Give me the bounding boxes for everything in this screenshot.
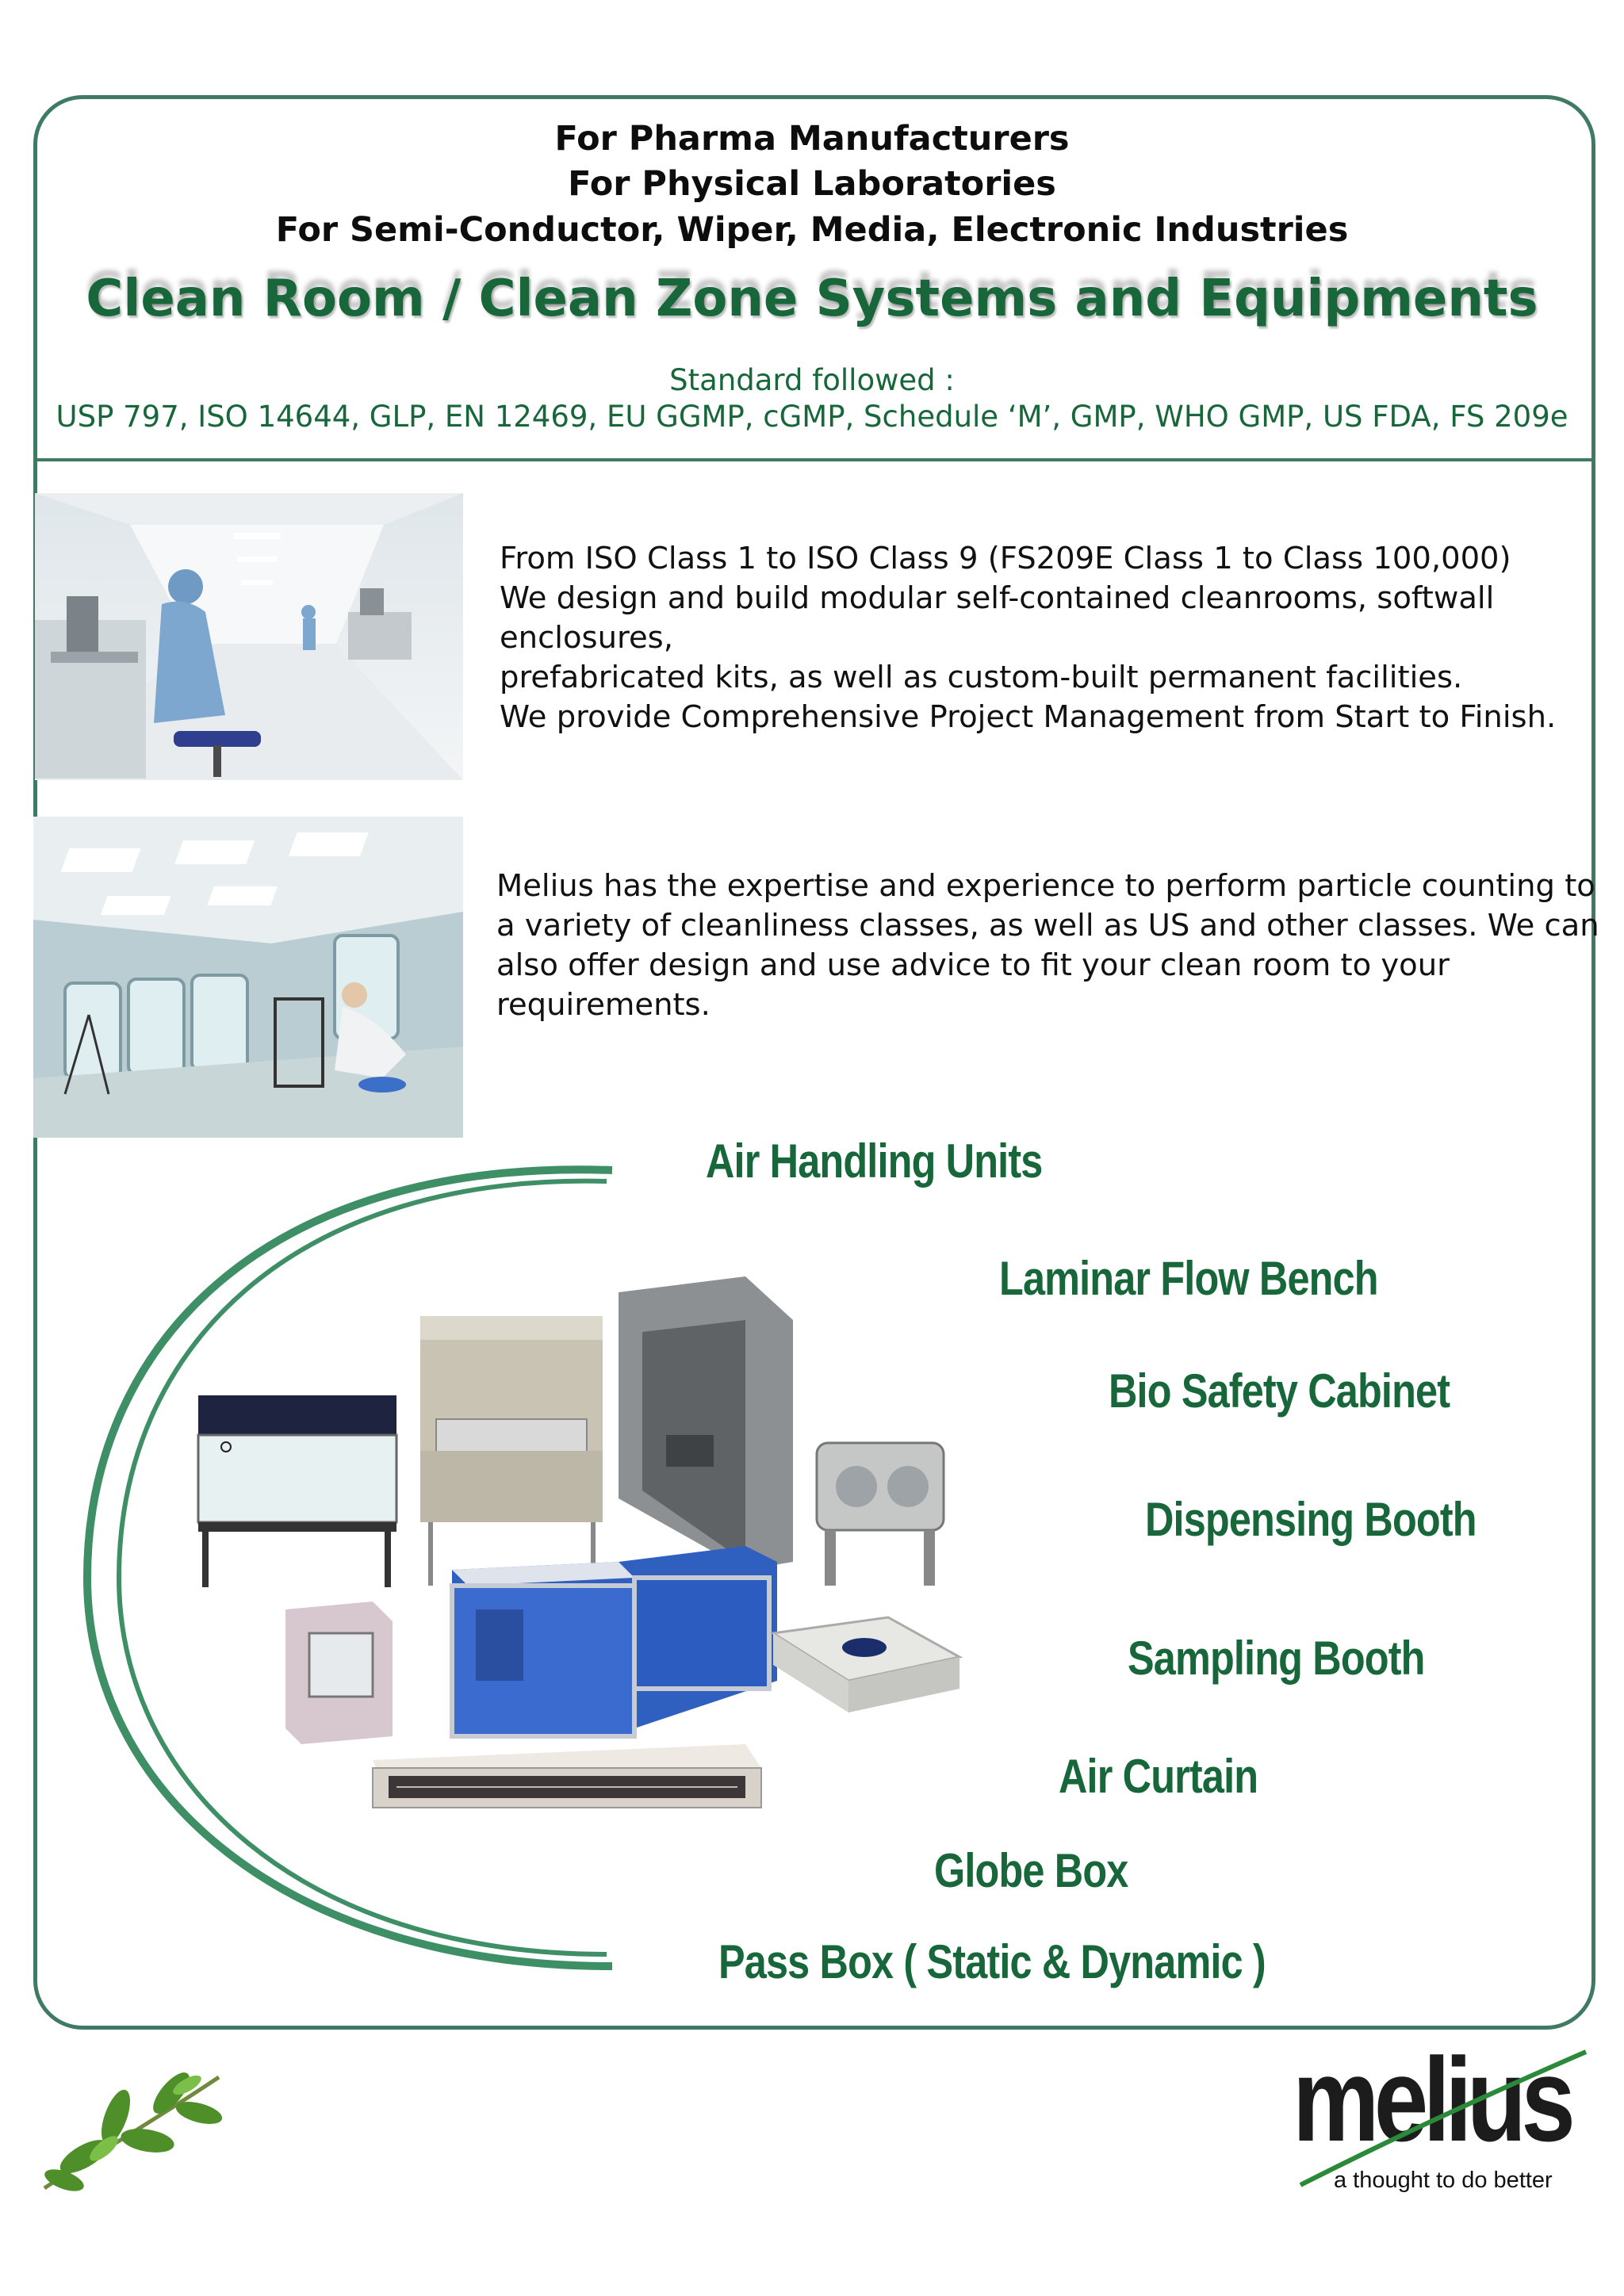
services-line: We provide Comprehensive Project Management from Start to Finish. bbox=[500, 699, 1557, 735]
air-handling-unit-image bbox=[452, 1546, 777, 1736]
air-curtain-image bbox=[373, 1744, 761, 1808]
product-laminar-flow-bench: Laminar Flow Bench bbox=[999, 1252, 1378, 1305]
equipment-collage bbox=[190, 1261, 1015, 1839]
product-dispensing-booth: Dispensing Booth bbox=[1145, 1493, 1477, 1546]
product-globe-box: Globe Box bbox=[934, 1844, 1128, 1897]
standards-list: USP 797, ISO 14644, GLP, EN 12469, EU GGMP, cGMP, Schedule ‘M’, GMP, WHO GMP, US FDA, FS 209e bbox=[56, 400, 1568, 434]
brand-tagline: a thought to do better bbox=[1334, 2168, 1553, 2193]
product-air-curtain: Air Curtain bbox=[1059, 1750, 1258, 1803]
services-line: enclosures, bbox=[500, 620, 673, 656]
expertise-line: also offer design and use advice to fit your clean room to your bbox=[496, 947, 1450, 983]
product-bio-safety-cabinet: Bio Safety Cabinet bbox=[1109, 1364, 1450, 1418]
sampling-booth-image bbox=[773, 1617, 959, 1712]
dispensing-booth-image bbox=[619, 1276, 793, 1570]
audience-pharma: For Pharma Manufacturers bbox=[554, 119, 1070, 159]
pass-box-image bbox=[285, 1601, 393, 1744]
product-pass-box: Pass Box ( Static & Dynamic ) bbox=[718, 1935, 1266, 1988]
leaf-branch-icon bbox=[29, 2053, 235, 2196]
services-line: From ISO Class 1 to ISO Class 9 (FS209E Class 1 to Class 100,000) bbox=[500, 541, 1511, 576]
laminar-flow-bench-image bbox=[198, 1395, 396, 1587]
audience-industries: For Semi-Conductor, Wiper, Media, Electronic Industries bbox=[275, 210, 1349, 250]
logo-wordmark: melius bbox=[1293, 2033, 1571, 2166]
expertise-line: requirements. bbox=[496, 987, 710, 1023]
product-air-handling-units: Air Handling Units bbox=[706, 1135, 1043, 1188]
page-title: Clean Room / Clean Zone Systems and Equipments bbox=[86, 270, 1538, 328]
product-sampling-booth: Sampling Booth bbox=[1128, 1632, 1425, 1685]
glove-box-image bbox=[817, 1443, 944, 1586]
bio-safety-cabinet-image bbox=[420, 1316, 603, 1586]
melius-logo-icon bbox=[1293, 2033, 1594, 2188]
services-line: We design and build modular self-contained cleanrooms, softwall bbox=[500, 580, 1495, 616]
expertise-line: a variety of cleanliness classes, as well as US and other classes. We can bbox=[496, 908, 1599, 943]
audience-labs: For Physical Laboratories bbox=[568, 164, 1056, 204]
standards-label: Standard followed : bbox=[669, 363, 955, 397]
services-line: prefabricated kits, as well as custom-built permanent facilities. bbox=[500, 660, 1463, 695]
expertise-line: Melius has the expertise and experience to perform particle counting to bbox=[496, 868, 1595, 904]
